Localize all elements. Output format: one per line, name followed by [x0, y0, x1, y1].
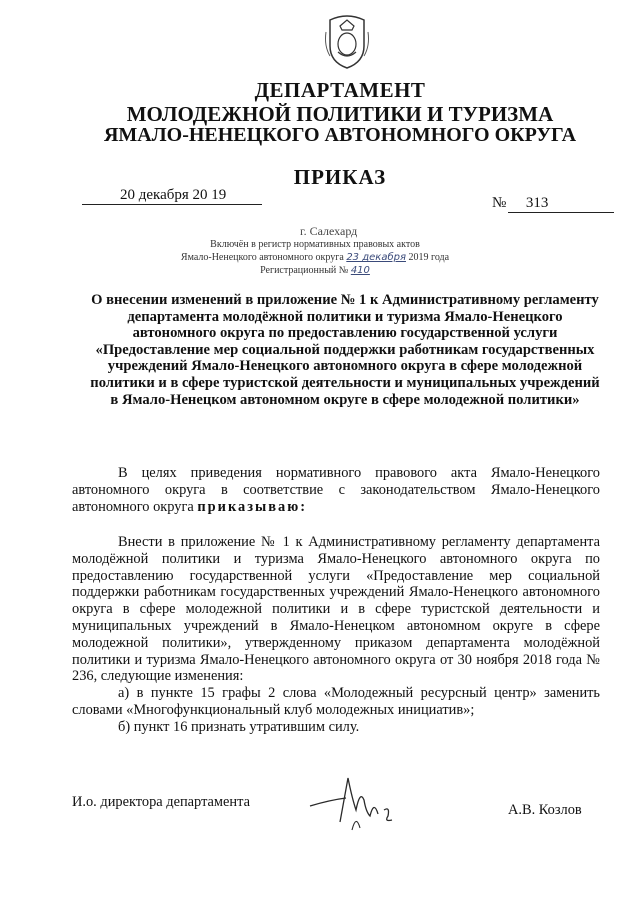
registration-line1: Включён в регистр нормативных правовых актов — [210, 239, 420, 250]
preamble-text: В целях приведения нормативного правового акта Ямало-Ненецкого автономного округа в соответствие с законодательством Ямало-Ненецкого автономного округа — [72, 465, 600, 515]
signatory-position: И.о. директора департамента — [72, 794, 250, 810]
order-title: О внесении изменений в приложение № 1 к Административному регламенту департамента молодёжной политики и туризма Ямало-Ненецкого автономного округа по предоставлению государственной услуги «Предоставление мер социальной поддержки работникам государственных учреждений Ямало-Ненецкого автономного округа в сфере молодежной политики и в сфере туристской деятельности и муниципальных учреждений в Ямало-Ненецком автономном округе в сфере молодежной политики» — [90, 292, 600, 408]
number-label: № — [492, 195, 507, 211]
registration-line2: Ямало-Ненецкого автономного округа 23 декабря 2019 года — [180, 252, 450, 263]
order-word: приказываю: — [197, 498, 308, 515]
document-type: ПРИКАЗ — [293, 165, 387, 189]
coat-of-arms-emblem — [322, 12, 372, 70]
registration-number-handwritten: 410 — [350, 265, 370, 276]
signatory-name: А.В. Козлов — [508, 802, 582, 818]
registration-line3: Регистрационный № 410 — [260, 265, 370, 276]
department-title-line3: ЯМАЛО-НЕНЕЦКОГО АВТОНОМНОГО ОКРУГА — [103, 124, 577, 146]
main-body — [72, 534, 600, 736]
order-number — [492, 195, 548, 212]
list-item: а) в пункте 15 графы 2 слова «Молодежный ресурсный центр» заменить словами «Многофункциональный клуб молодежных инициатив»; — [72, 685, 600, 718]
date-underline — [82, 204, 262, 205]
main-paragraph: Внести в приложение № 1 к Административному регламенту департамента молодёжной политики и туризма Ямало-Ненецкого автономного округа по предоставлению государственной услуги «Предоставление мер социальной поддержки работникам государственных учреждений Ямало-Ненецкого автономного округа в сфере молодежной политики и в сфере туристской деятельности и муниципальных учреждений в Ямало-Ненецком автономном округе в сфере молодежной политики», утвержденному приказом департамента молодёжной политики и туризма Ямало-Ненецкого автономного округа от 30 ноября 2018 года № 236, следующие изменения: — [72, 534, 600, 685]
number-underline — [508, 212, 614, 213]
order-date: 20 декабря 20 19 — [120, 187, 227, 203]
list-item: б) пункт 16 признать утратившим силу. — [118, 718, 360, 735]
preamble — [72, 465, 600, 515]
department-title-line1: ДЕПАРТАМЕНТ — [254, 78, 426, 102]
handwritten-signature — [300, 770, 420, 840]
department-title-line2: МОЛОДЕЖНОЙ ПОЛИТИКИ И ТУРИЗМА — [126, 102, 554, 126]
city: г. Салехард — [300, 224, 358, 238]
number-value: 313 — [525, 195, 549, 211]
registration-date-handwritten: 23 декабря — [346, 252, 406, 263]
